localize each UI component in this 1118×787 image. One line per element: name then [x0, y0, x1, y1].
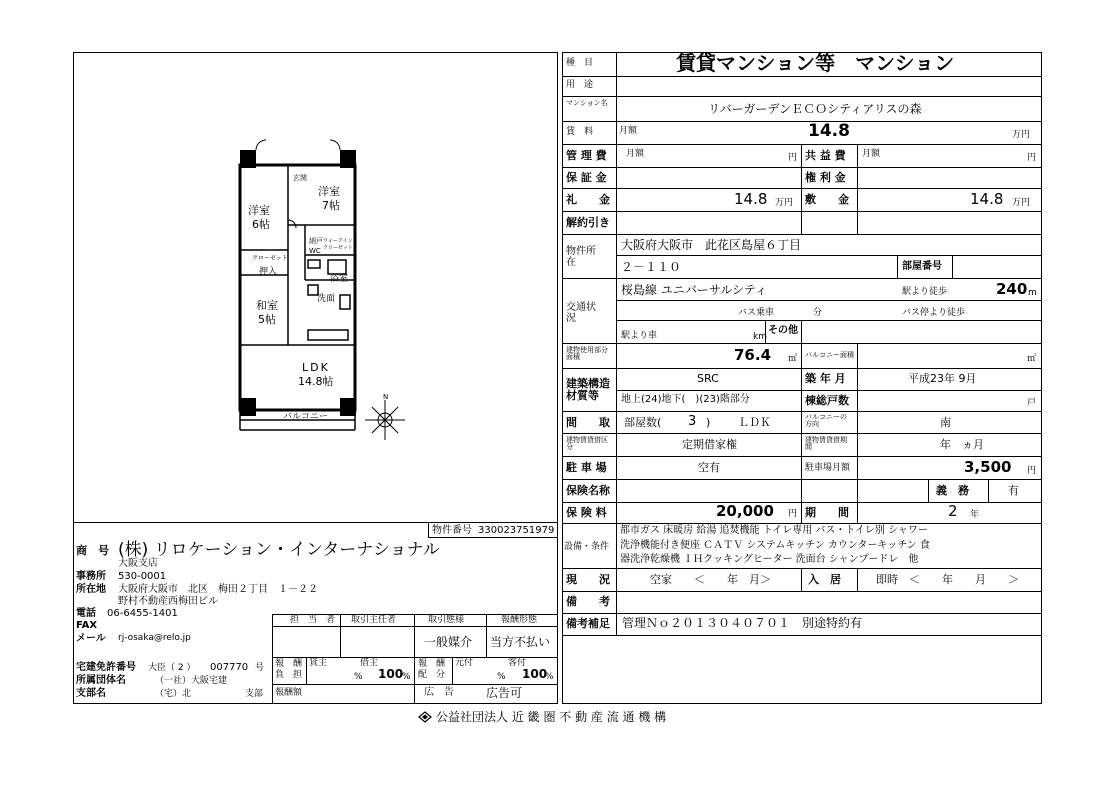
- insurance-fee: 20,000: [716, 502, 774, 520]
- closet-label: クローゼット: [252, 255, 288, 262]
- chiku-label: 築 年 月: [805, 372, 846, 385]
- email: rj-osaka@relo.jp: [118, 633, 191, 643]
- kanri-label: 管 理 費: [566, 149, 607, 162]
- parking-fee: 3,500: [964, 458, 1012, 476]
- contract-kubun-label: 建物賃貸借区分: [566, 436, 608, 452]
- reikin: 14.8: [734, 190, 768, 208]
- madori-label: 間 取: [566, 416, 610, 429]
- area-label: 建物使用部分面積: [566, 346, 608, 362]
- org-logo-icon: [418, 711, 432, 723]
- shogo-label: 商 号: [76, 544, 109, 557]
- room-no-label: 部屋番号: [902, 261, 942, 272]
- h-houshu: 報酬形態: [501, 615, 538, 625]
- rent-getsugaku: 月額: [619, 126, 638, 136]
- haibun-label2: 配 分: [418, 670, 446, 680]
- madori-post: ): [706, 416, 711, 429]
- shikikin-unit: 万円: [1012, 198, 1031, 208]
- mail-label: メール: [76, 633, 106, 644]
- contract-period: 年 ヵ月: [940, 438, 984, 451]
- shibu-label: 支部名: [76, 688, 106, 699]
- parking-label: 駐 車 場: [566, 461, 607, 474]
- contract-kubun: 定期借家権: [682, 438, 737, 451]
- location2: ２－１１０: [621, 260, 682, 274]
- sonota-label: その他: [768, 325, 798, 336]
- genkan-label: 玄関: [293, 174, 307, 182]
- kikan: 2: [948, 502, 958, 520]
- h-taiyo: 取引態様: [428, 615, 465, 625]
- yoto-label: 用 途: [566, 80, 594, 90]
- km-unit: km: [753, 332, 767, 342]
- room2-size: 7帖: [322, 199, 340, 212]
- bus-walk-label: バス停より徒歩: [902, 308, 966, 318]
- insurance-name-label: 保険名称: [566, 484, 610, 497]
- haibun-pct-r: %: [545, 672, 554, 682]
- shibu-suffix: 支部: [245, 689, 264, 699]
- bus-label: バス乗車: [738, 308, 775, 318]
- kyoeki-getsugaku: 月額: [862, 149, 881, 159]
- license-label: 宅建免許番号: [76, 662, 136, 673]
- setsubi-label: 設備・条件: [564, 542, 610, 552]
- kyaku: 客付: [508, 658, 527, 668]
- fee-kari: 借主: [360, 658, 379, 668]
- reikin-unit: 万円: [775, 198, 794, 208]
- bath-label: 浴室: [330, 274, 349, 284]
- compass-icon: [365, 400, 405, 440]
- kozo: SRC: [697, 372, 719, 385]
- shibu: （宅）北: [155, 689, 192, 699]
- madori-pre: 部屋数(: [624, 416, 662, 429]
- gimu-val: 有: [1008, 484, 1019, 497]
- biko-hosoku-label: 備考補足: [566, 617, 610, 630]
- fee-kashi: 貸主: [309, 658, 328, 668]
- kanri-yen: 円: [788, 153, 798, 163]
- hosho-label: 保 証 金: [566, 171, 607, 184]
- fee-label1: 報 酬: [275, 659, 303, 669]
- office-label: 事務所: [76, 571, 106, 582]
- parking-fee-unit: 円: [1027, 466, 1037, 476]
- houshu: 当方不払い: [490, 635, 551, 649]
- tel: 06-6455-1401: [107, 608, 178, 619]
- walkin-closet-label: クローゼット: [323, 245, 353, 251]
- balcony-label: バルコニー: [283, 412, 329, 422]
- haibun-val: 100: [522, 667, 548, 681]
- balc-dir: 南: [940, 416, 951, 429]
- insurance-fee-unit: 円: [788, 509, 798, 519]
- property-no: 330023751979: [478, 525, 555, 536]
- insurance-fee-label: 保 険 料: [566, 506, 607, 519]
- nando-label: 納戸: [309, 237, 323, 245]
- room3-label: 和室: [256, 299, 278, 312]
- address2: 野村不動産西梅田ビル: [118, 596, 218, 607]
- wc-label: WC: [309, 247, 321, 255]
- parking: 空有: [698, 461, 720, 474]
- bus-fun: 分: [813, 308, 823, 318]
- license-pre: 大臣（ 2 ）: [148, 663, 196, 673]
- license-suffix: 号: [255, 663, 265, 673]
- haibun-label1: 報 酬: [418, 659, 446, 669]
- shikikin: 14.8: [970, 190, 1004, 208]
- room3-size: 5帖: [258, 313, 276, 326]
- biko-label: 備 考: [566, 595, 610, 608]
- kenri-label: 権 利 金: [805, 171, 846, 184]
- room1-label: 洋室: [248, 204, 270, 217]
- walk-label: 駅より徒歩: [902, 287, 948, 297]
- area: 76.4: [734, 346, 772, 364]
- tel-label: 電話: [76, 608, 96, 619]
- senmen-label: 洗面: [317, 294, 336, 304]
- parking-fee-label: 駐車場月額: [805, 463, 851, 473]
- biko-hosoku: 管理Ｎｏ２０１３０４０７０１ 別途特約有: [622, 616, 863, 630]
- built: 平成23年 9月: [908, 372, 977, 385]
- h-shunin: 取引主任者: [351, 615, 397, 625]
- kyoeki-yen: 円: [1027, 153, 1037, 163]
- balc-area-unit: ㎡: [1027, 354, 1037, 364]
- balc-area-label: バルコニー面積: [805, 351, 854, 359]
- line: 桜島線 ユニバーサルシティ: [621, 283, 767, 297]
- nyukyo-label: 入 居: [808, 573, 841, 586]
- total-units-label: 棟総戸数: [805, 394, 849, 407]
- shikikin-label: 敷 金: [805, 193, 849, 206]
- shumoku: 賃貸マンション等 マンション: [676, 51, 955, 75]
- setsubi3: 器洗浄乾燥機 ＩＨクッキングヒーター 洗面台 シャンプードレ 他: [620, 554, 919, 565]
- addr-label: 所在地: [76, 584, 106, 595]
- shumoku-label: 種 目: [566, 58, 594, 68]
- floor-plan: [200, 130, 430, 450]
- by-car: 駅より車: [621, 331, 658, 341]
- room1-size: 6帖: [252, 218, 270, 231]
- kaiyaku-label: 解約引き: [566, 216, 610, 229]
- company-name: (株) リロケーション・インターナショナル: [118, 540, 440, 560]
- fax-label: FAX: [76, 620, 98, 631]
- mansion-label: マンション名: [566, 99, 608, 107]
- postal: 530-0001: [118, 571, 167, 582]
- left-divider: [73, 522, 558, 523]
- kanri-getsugaku: 月額: [626, 149, 645, 159]
- kotsu-label: 交通状況: [566, 302, 596, 324]
- total-units-unit: 戸: [1027, 398, 1037, 408]
- fee-pct-l: %: [354, 672, 363, 682]
- fee-pct-r: %: [402, 672, 411, 682]
- rent: 14.8: [808, 121, 850, 141]
- mansion: リバーガーデンＥＣＯシティアリスの森: [708, 102, 922, 116]
- balc-dir-label: バルコニーの方向: [805, 413, 847, 429]
- ldk-label: LDK: [302, 361, 330, 374]
- fee-amount-label: 報酬額: [275, 688, 303, 698]
- kozo-label: 建築構造材質等: [566, 377, 610, 403]
- floors: 地上(24)地下( )(23)階部分: [621, 394, 750, 405]
- ldk-size: 14.8帖: [298, 375, 334, 388]
- compass-n-label: N: [383, 393, 389, 401]
- h-tanto: 担 当 者: [290, 615, 336, 625]
- ad-label: 広 告: [424, 687, 454, 698]
- taiyo: 一般媒介: [424, 635, 473, 649]
- kyoeki-label: 共 益 費: [805, 149, 846, 162]
- walkin-label: ウォークイン: [323, 238, 353, 244]
- assoc-label: 所属団体名: [76, 675, 126, 686]
- assoc: （一社）大阪宅建: [155, 676, 228, 686]
- fee-label2: 負 担: [275, 670, 303, 680]
- walk-m: 240: [996, 280, 1028, 298]
- genkyo-label: 現 況: [566, 573, 610, 586]
- setsubi2: 洗浄機能付き便座 ＣＡＴＶ システムキッチン カウンターキッチン 食: [620, 540, 930, 551]
- nyukyo: 即時 ＜ 年 月 ＞: [876, 573, 1019, 586]
- ad-value: 広告可: [486, 686, 523, 700]
- madori-type: ＬＤＫ: [738, 416, 771, 429]
- contract-period-label: 建物賃貸借期間: [805, 436, 847, 452]
- address1: 大阪府大阪市 北区 梅田２丁目 １－２２: [118, 584, 318, 595]
- fee-val: 100: [378, 667, 404, 681]
- area-unit: ㎡: [788, 354, 798, 364]
- moto: 元付: [455, 658, 474, 668]
- property-no-label: 物件番号: [432, 525, 472, 536]
- license-no: 007770: [210, 662, 249, 673]
- location1: 大阪府大阪市 此花区島屋６丁目: [621, 238, 802, 252]
- walk-m-unit: m: [1028, 288, 1037, 298]
- haibun-pct-l: %: [497, 672, 506, 682]
- genkyo: 空家 ＜ 年 月＞: [650, 573, 771, 586]
- oshiire-label: 押入: [259, 267, 278, 277]
- footer-org: 公益社団法人 近 畿 圏 不 動 産 流 通 機 構: [436, 710, 667, 724]
- reikin-label: 礼 金: [566, 193, 610, 206]
- setsubi1: 都市ガス 床暖房 給湯 追焚機能 トイレ専用 バス・トイレ別 シャワー: [620, 525, 928, 536]
- branch: 大阪支店: [118, 558, 158, 569]
- room2-label: 洋室: [318, 185, 340, 198]
- rent-unit: 万円: [1012, 130, 1031, 140]
- madori-num: 3: [688, 414, 697, 429]
- location-label: 物件所在: [566, 246, 596, 268]
- gimu-label: 義 務: [936, 484, 969, 497]
- chinryo-label: 賃 料: [566, 127, 594, 137]
- kikan-label: 期 間: [805, 506, 849, 519]
- kikan-unit: 年: [970, 510, 980, 520]
